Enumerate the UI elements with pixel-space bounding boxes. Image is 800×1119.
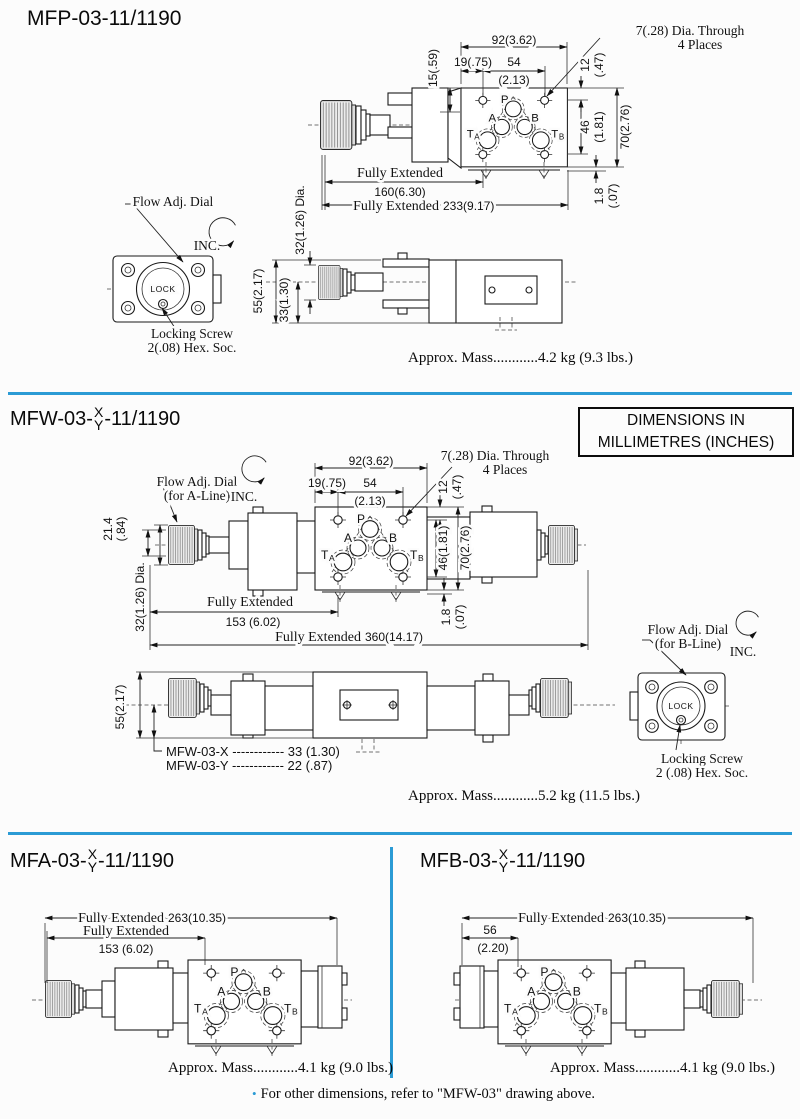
mfp-side-body	[253, 253, 578, 330]
inc-label: INC.	[193, 238, 221, 253]
dim-54: 54	[363, 476, 377, 490]
inc-label-b: INC.	[729, 644, 757, 659]
port-label-a: A	[488, 112, 497, 125]
footnote-bullet-icon: •	[252, 1086, 257, 1101]
dim-12-in: (.47)	[450, 474, 464, 500]
mfw-title-xy	[94, 406, 103, 432]
dim-12-in: (.47)	[592, 52, 606, 78]
mfw-end-view	[600, 616, 800, 786]
mfb-title-y: Y	[498, 859, 509, 875]
port-label-b: B	[388, 531, 398, 545]
dimensions-note-box	[578, 407, 794, 457]
port-label-tb: T	[593, 1001, 602, 1016]
fe160-value: 160(6.30)	[374, 185, 426, 199]
mfa-title-x: X	[87, 846, 98, 862]
inc-label-a: INC.	[230, 489, 258, 504]
port-label-b: B	[531, 112, 539, 125]
mfb-title-xy	[499, 848, 508, 874]
mfp-side-view	[248, 185, 668, 337]
section-divider-vertical	[390, 847, 393, 1078]
flow-dial-a-line1: Flow Adj. Dial	[156, 474, 238, 489]
mfa-title-suffix: -11/1190	[98, 849, 175, 872]
dim-1-8: 1.8	[592, 187, 606, 205]
fe263-value: 263(10.35)	[168, 911, 227, 925]
port-label-a: A	[343, 531, 353, 545]
dim-54-in: (2.13)	[354, 494, 386, 508]
fe160-label: Fully Extended	[357, 166, 443, 181]
port-label-ta: T	[466, 128, 474, 141]
section-divider-2	[8, 832, 792, 835]
dim-56-in: (2.20)	[477, 941, 509, 955]
lock-dial-label: LOCK	[668, 701, 694, 711]
fe263-value: 263(10.35)	[608, 911, 667, 925]
port-label-p: P	[540, 965, 549, 980]
port-label-b: B	[262, 984, 271, 999]
port-label-ta-sub: A	[202, 1006, 208, 1017]
mfa-mass: Approx. Mass............4.1 kg (9.0 lbs.)	[168, 1060, 393, 1076]
mfw-mass: Approx. Mass............5.2 kg (11.5 lbs.)	[408, 788, 640, 804]
section-title-mfp	[27, 7, 181, 31]
dim-55: 55(2.17)	[251, 268, 265, 314]
mfp-port-face	[461, 88, 567, 167]
lock-dial-label: LOCK	[150, 284, 176, 294]
port-label-a: A	[527, 984, 536, 999]
dim-92: 92(3.62)	[348, 454, 394, 468]
callout-dia-line1: 7(.28) Dia. Through	[635, 23, 745, 38]
mfb-drawing	[410, 903, 780, 1075]
mfa-title-xy	[88, 848, 97, 874]
mfw-legend-y: MFW-03-Y ------------ 22 (.87)	[166, 758, 333, 773]
port-label-tb-sub: B	[292, 1006, 298, 1017]
footnote-text: For other dimensions, refer to "MFW-03" drawing above.	[260, 1086, 595, 1102]
dim-54: 54	[507, 55, 521, 69]
port-label-ta-sub: A	[474, 132, 480, 142]
port-label-a: A	[217, 984, 226, 999]
callout-dia-line2: 4 Places	[677, 37, 723, 52]
mfw-side-view	[110, 655, 630, 785]
dim-92: 92(3.62)	[491, 33, 537, 47]
mfw-main-drawing	[100, 445, 600, 660]
mfb-title-x: X	[498, 846, 509, 862]
dim-70: 70(2.76)	[618, 104, 632, 150]
dim-21-4-in: (.84)	[114, 516, 128, 542]
section-divider-1	[8, 392, 792, 395]
mfp-endview-flange	[107, 256, 221, 322]
port-label-ta-sub: A	[329, 553, 335, 563]
mfp-knob-assembly	[321, 88, 461, 168]
port-label-tb: T	[551, 128, 559, 141]
mfa-title-y: Y	[87, 859, 98, 875]
port-label-p: P	[230, 965, 239, 980]
port-label-ta: T	[194, 1001, 202, 1016]
mfb-mass: Approx. Mass............4.1 kg (9.0 lbs.)	[550, 1060, 775, 1076]
fe263-label: Fully Extended	[78, 911, 164, 926]
dim-12: 12	[436, 480, 450, 494]
flow-dial-a-line2: (for A-Line)	[163, 488, 231, 503]
fe153-label: Fully Extended	[207, 595, 293, 610]
dim-46: 46(1.81)	[436, 525, 450, 571]
port-label-p: P	[356, 512, 366, 526]
dimensions-note-line2: MILLIMETRES (INCHES)	[597, 434, 775, 451]
dim-1-8-in: (.07)	[453, 604, 467, 630]
fe153-label: Fully Extended	[83, 924, 169, 939]
port-label-tb-sub: B	[558, 132, 565, 142]
callout-dia-line2: 4 Places	[482, 462, 528, 477]
dim-19: 19(.75)	[453, 55, 493, 69]
dim-46: 46	[578, 120, 592, 134]
dim-56: 56	[483, 923, 497, 937]
section-title-mfw	[10, 406, 180, 432]
dim-19: 19(.75)	[307, 476, 347, 490]
locking-screw-line1: Locking Screw	[150, 326, 234, 341]
fe233-label: Fully Extended	[353, 199, 439, 214]
locking-screw-line1: Locking Screw	[660, 751, 744, 766]
dim-21-4: 21.4	[101, 517, 115, 541]
dim-33: 33(1.30)	[277, 277, 291, 323]
mfw-side-body	[125, 672, 615, 752]
mfw-port-face	[315, 507, 427, 590]
port-label-ta: T	[504, 1001, 512, 1016]
mfw-endview-flange	[630, 669, 729, 744]
mfa-dim-labels	[78, 911, 226, 956]
dim-32-dia: 32(1.26) Dia.	[293, 185, 307, 255]
port-label-ta: T	[321, 548, 329, 562]
dim-32-dia: 32(1.26) Dia.	[133, 562, 147, 632]
port-label-tb-sub: B	[602, 1006, 608, 1017]
port-label-tb: T	[283, 1001, 292, 1016]
dim-55: 55(2.17)	[113, 684, 127, 730]
dim-1-8: 1.8	[439, 608, 453, 626]
dimensions-note-line1: DIMENSIONS IN	[627, 412, 745, 429]
fe263-label: Fully Extended	[518, 911, 604, 926]
section-title-mfb	[420, 848, 585, 874]
mfw-title-prefix: MFW-03-	[10, 407, 93, 430]
section-title-mfa	[10, 848, 174, 874]
mfa-port-face	[188, 960, 301, 1044]
mfw-legend-x: MFW-03-X ------------ 33 (1.30)	[166, 744, 340, 759]
mfp-title-text: MFP-03-11/1190	[27, 7, 182, 30]
mfb-title-suffix: -11/1190	[509, 849, 586, 872]
port-label-b: B	[572, 984, 581, 999]
port-label-ta-sub: A	[512, 1006, 518, 1017]
mfa-drawing	[20, 903, 390, 1075]
fe153-value: 153 (6.02)	[98, 942, 154, 956]
port-label-p: P	[500, 94, 509, 107]
mfw-title-y: Y	[93, 417, 104, 433]
flow-dial-b-line1: Flow Adj. Dial	[647, 622, 729, 637]
locking-screw-line2: 2 (.08) Hex. Soc.	[655, 765, 749, 780]
fe153-value: 153 (6.02)	[225, 615, 281, 629]
fe360-value: 360(14.17)	[365, 630, 424, 644]
mfp-mass: Approx. Mass............4.2 kg (9.3 lbs.)	[408, 350, 633, 366]
fe360-label: Fully Extended	[275, 630, 361, 645]
dim-54-in: (2.13)	[498, 73, 530, 87]
flow-adj-dial-label: Flow Adj. Dial	[132, 194, 214, 209]
mfa-title-prefix: MFA-03-	[10, 849, 87, 872]
fe233-value: 233(9.17)	[443, 199, 495, 213]
mfb-port-face	[498, 960, 611, 1044]
mfp-side-dim-labels	[251, 185, 307, 322]
dim-15: 15(.59)	[426, 48, 440, 88]
dim-70: 70(2.76)	[458, 525, 472, 571]
footnote	[252, 1086, 595, 1103]
port-label-tb-sub: B	[418, 553, 424, 563]
locking-screw-line2: 2(.08) Hex. Soc.	[147, 340, 237, 355]
dim-46-in: (1.81)	[592, 111, 606, 143]
flow-dial-b-line2: (for B-Line)	[654, 636, 722, 651]
mfb-title-prefix: MFB-03-	[420, 849, 498, 872]
mfw-title-x: X	[93, 404, 104, 420]
dim-1-8-in: (.07)	[606, 183, 620, 209]
callout-dia-line1: 7(.28) Dia. Through	[440, 448, 550, 463]
mfw-title-suffix: -11/1190	[104, 407, 181, 430]
dim-12: 12	[578, 58, 592, 72]
port-label-tb: T	[410, 548, 418, 562]
